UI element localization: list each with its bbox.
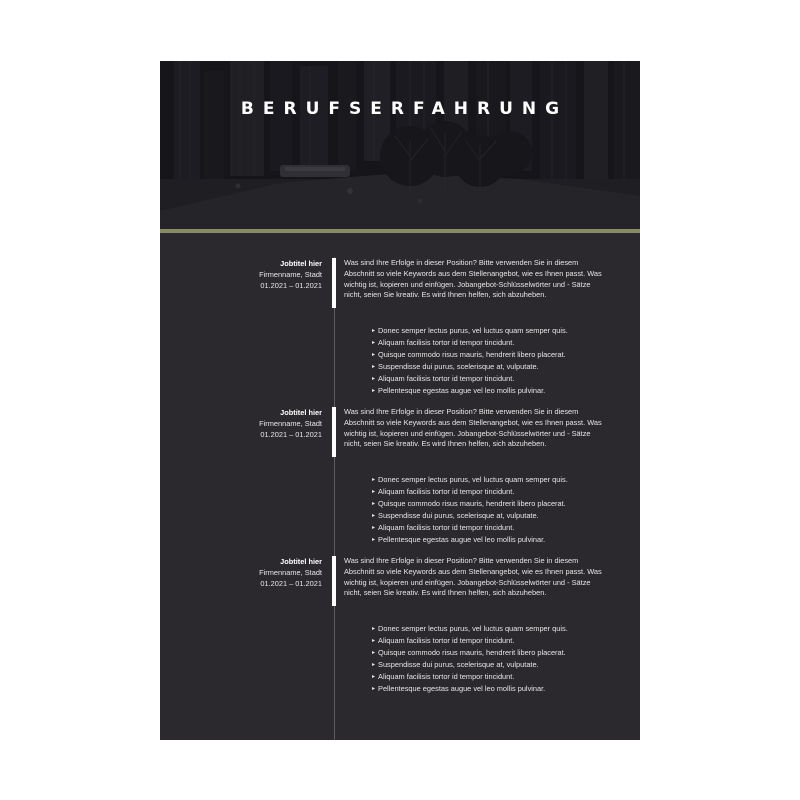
timeline-marker: [332, 556, 336, 606]
list-item: ▸ Aliquam facilisis tortor id tempor tincidunt.: [372, 672, 568, 684]
job-description: Was sind Ihre Erfolge in dieser Position? Bitte verwenden Sie in diesem Abschnitt so viele Keywords aus dem Stellenangebot, wie es Ihnen passt. Was wichtig ist, kopieren und einfügen. Jobangebot-Schlüsselwörter und - Sätze nicht, seien Sie kreativ. Es wird Ihnen helfen, sich abzuheben.: [344, 407, 602, 449]
entry-meta: [160, 258, 322, 291]
header-photo: [160, 61, 640, 229]
list-item: ▸ Suspendisse dui purus, scelerisque at, vulputate.: [372, 511, 568, 523]
job-title: Jobtitel hier: [280, 557, 322, 566]
date-range: 01.2021 – 01.2021: [260, 281, 322, 290]
list-item: ▸ Suspendisse dui purus, scelerisque at, vulputate.: [372, 362, 568, 374]
job-title: Jobtitel hier: [280, 259, 322, 268]
achievement-list: [372, 326, 568, 397]
date-range: 01.2021 – 01.2021: [260, 579, 322, 588]
city-skyline-image: [160, 61, 640, 229]
company-name: Firmenname, Stadt: [259, 568, 322, 577]
entry-meta: [160, 556, 322, 589]
section-title: BERUFSERFAHRUNG: [240, 99, 569, 119]
experience-entry: [160, 407, 640, 547]
list-item: ▸ Aliquam facilisis tortor id tempor tincidunt.: [372, 636, 568, 648]
company-name: Firmenname, Stadt: [259, 419, 322, 428]
experience-entry: [160, 258, 640, 398]
date-range: 01.2021 – 01.2021: [260, 430, 322, 439]
list-item: ▸ Donec semper lectus purus, vel luctus quam semper quis.: [372, 624, 568, 636]
list-item: ▸ Quisque commodo risus mauris, hendrerit libero placerat.: [372, 648, 568, 660]
company-name: Firmenname, Stadt: [259, 270, 322, 279]
job-description: Was sind Ihre Erfolge in dieser Position? Bitte verwenden Sie in diesem Abschnitt so viele Keywords aus dem Stellenangebot, wie es Ihnen passt. Was wichtig ist, kopieren und einfügen. Jobangebot-Schlüsselwörter und - Sätze nicht, seien Sie kreativ. Es wird Ihnen helfen, sich abzuheben.: [344, 556, 602, 598]
entry-meta: [160, 407, 322, 440]
list-item: ▸ Quisque commodo risus mauris, hendrerit libero placerat.: [372, 350, 568, 362]
accent-divider: [160, 229, 640, 233]
list-item: ▸ Aliquam facilisis tortor id tempor tincidunt.: [372, 487, 568, 499]
list-item: ▸ Donec semper lectus purus, vel luctus quam semper quis.: [372, 326, 568, 338]
list-item: ▸ Pellentesque egestas augue vel leo mollis pulvinar.: [372, 386, 568, 398]
achievement-list: [372, 624, 568, 695]
timeline-marker: [332, 258, 336, 308]
list-item: ▸ Suspendisse dui purus, scelerisque at, vulputate.: [372, 660, 568, 672]
job-title: Jobtitel hier: [280, 408, 322, 417]
job-description: Was sind Ihre Erfolge in dieser Position? Bitte verwenden Sie in diesem Abschnitt so viele Keywords aus dem Stellenangebot, wie es Ihnen passt. Was wichtig ist, kopieren und einfügen. Jobangebot-Schlüsselwörter und - Sätze nicht, seien Sie kreativ. Es wird Ihnen helfen, sich abzuheben.: [344, 258, 602, 300]
list-item: ▸ Aliquam facilisis tortor id tempor tincidunt.: [372, 523, 568, 535]
list-item: ▸ Pellentesque egestas augue vel leo mollis pulvinar.: [372, 535, 568, 547]
experience-entry: [160, 556, 640, 696]
list-item: ▸ Donec semper lectus purus, vel luctus quam semper quis.: [372, 475, 568, 487]
list-item: ▸ Aliquam facilisis tortor id tempor tincidunt.: [372, 374, 568, 386]
list-item: ▸ Aliquam facilisis tortor id tempor tincidunt.: [372, 338, 568, 350]
resume-page: [160, 61, 640, 740]
list-item: ▸ Quisque commodo risus mauris, hendrerit libero placerat.: [372, 499, 568, 511]
achievement-list: [372, 475, 568, 546]
timeline-marker: [332, 407, 336, 457]
list-item: ▸ Pellentesque egestas augue vel leo mollis pulvinar.: [372, 684, 568, 696]
